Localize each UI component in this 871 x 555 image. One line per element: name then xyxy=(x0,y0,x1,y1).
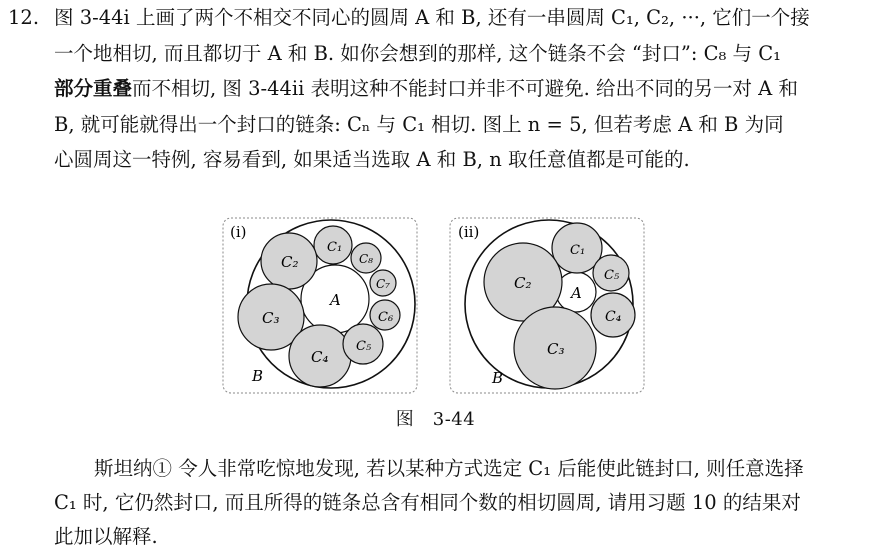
problem-line-2: 一个地相切, 而且都切于 A 和 B. 如你会想到的那样, 这个链条不会 “封口”: C₈ 与 C₁ xyxy=(54,41,781,65)
problem-text-1: 图 3-44i 上画了两个不相交不同心的圆周 A 和 B, 还有一串圆周 C₁, C₂, ···, 它们一个接 xyxy=(54,6,810,29)
panel-i xyxy=(223,218,417,393)
label-c4-i: C₄ xyxy=(311,348,329,366)
steiner-paragraph xyxy=(54,452,864,554)
figure-3-44 xyxy=(222,217,646,395)
problem-number: 12. xyxy=(8,6,40,29)
para2-line-2: C₁ 时, 它仍然封口, 而且所得的链条总含有相同个数的相切圆周, 请用习题 10 的结果对 xyxy=(54,491,801,514)
problem-line-5: 心圆周这一特例, 容易看到, 如果适当选取 A 和 B, n 取任意值都是可能的. xyxy=(54,148,690,171)
label-a-i: A xyxy=(330,291,341,309)
label-c7-i: C₇ xyxy=(376,277,390,291)
problem-text-3: 而不相切, 图 3-44ii 表明这种不能封口并非不可避免. 给出不同的另一对 A 和 xyxy=(132,77,798,100)
label-a-ii: A xyxy=(571,284,582,302)
figure-caption: 图 3-44 xyxy=(395,409,476,430)
panel-ii xyxy=(450,218,644,393)
para2-line-1: 斯坦纳① 令人非常吃惊地发现, 若以某种方式选定 C₁ 后能使此链封口, 则任意选择 xyxy=(94,457,804,480)
problem-line-4: B, 就可能就得出一个封口的链条: Cₙ 与 C₁ 相切. 图上 n = 5, 但若考虑 A 和 B 为同 xyxy=(54,112,784,136)
para2-line-3: 此加以解释. xyxy=(54,525,158,548)
label-c1-i: C₁ xyxy=(327,240,343,255)
problem-12 xyxy=(8,0,864,178)
label-c1-ii: C₁ xyxy=(570,243,586,258)
problem-line-3 xyxy=(8,71,864,107)
label-c3-ii: C₃ xyxy=(547,340,565,358)
label-c6-i: C₆ xyxy=(378,310,394,325)
bold-phrase: 部分重叠 xyxy=(54,77,133,100)
label-c8-i: C₈ xyxy=(359,252,373,266)
label-c3-i: C₃ xyxy=(262,309,280,327)
label-b-ii: B xyxy=(492,369,504,387)
problem-line-1 xyxy=(8,0,864,36)
label-c2-i: C₂ xyxy=(281,253,299,271)
label-c4-ii: C₄ xyxy=(605,309,622,325)
label-b-i: B xyxy=(252,367,264,385)
label-c2-ii: C₂ xyxy=(514,274,532,292)
label-c5-ii: C₅ xyxy=(604,268,620,283)
steiner-chain-figure xyxy=(222,217,646,395)
panel-i-tag: (i) xyxy=(230,223,247,241)
panel-ii-tag: (ii) xyxy=(458,223,480,241)
label-c5-i: C₅ xyxy=(356,339,372,354)
